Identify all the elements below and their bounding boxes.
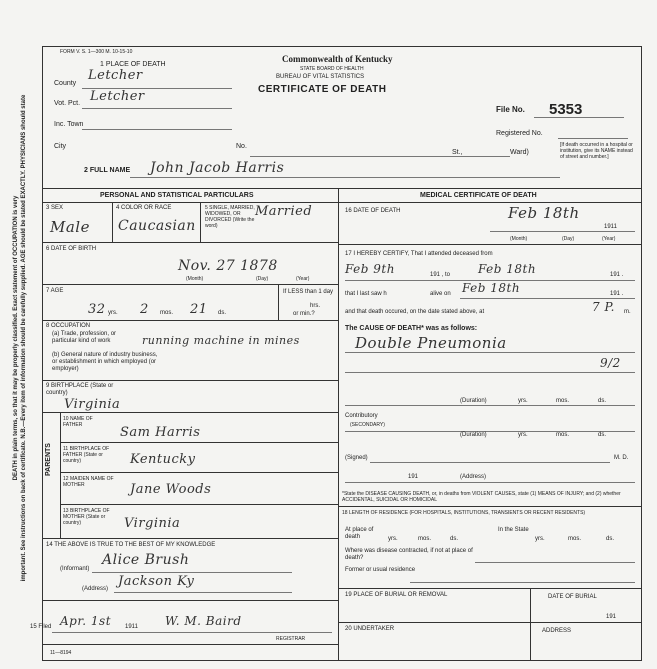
informant-label: (Informant) [60,566,90,572]
min-label: or min.? [293,311,315,317]
duration-label-1: (Duration) [460,398,487,404]
in-state-yrs: yrs. [535,536,545,542]
form-number: FORM V. S. 1—300 M. 10-15-10 [60,49,133,55]
registered-no-label: Registered No. [496,130,543,137]
contributory-label: Contributory [345,413,378,419]
from-value: Feb 9th [345,262,395,276]
age-days-unit: ds. [218,310,227,316]
marital-value: Married [255,204,313,219]
file-no-label: File No. [496,105,525,114]
at-place-ds: ds. [450,536,459,542]
cause-footnote: *State the DISEASE CAUSING DEATH, or, in deaths from VIOLENT CAUSES, state (1) MEANS OF INJURY; and (2) whether ACCIDENTAL, SUICIDAL OR HOMICIDAL [342,491,621,503]
in-state-label: In the State [498,527,529,533]
medical-heading: MEDICAL CERTIFICATE OF DEATH [420,192,537,199]
address-value: Jackson Ky [118,574,195,589]
hrs-label: hrs. [310,303,321,309]
full-name-label: 2 FULL NAME [84,167,131,174]
age-years-unit: yrs. [108,310,118,316]
signed-year: 191 [408,474,419,480]
board: STATE BOARD OF HEALTH [300,66,364,72]
father-birthplace-label: 11 BIRTHPLACE OF FATHER (State or country) [63,446,110,464]
filed-label: 15 Filed [30,624,52,630]
alive-on-value: Feb 18th [462,281,521,295]
former-residence-label: Former or usual residence [345,567,416,573]
burial-label: 19 PLACE OF BURIAL OR REMOVAL [345,592,448,598]
alive-year: 191 . [610,291,624,297]
registrar-label: REGISTRAR [276,636,306,642]
age-years: 32 [88,302,106,317]
father-label: 10 NAME OF FATHER [63,416,93,428]
bureau: BUREAU OF VITAL STATISTICS [276,74,365,80]
age-label: 7 AGE [46,288,64,294]
age-months: 2 [140,302,149,317]
father-birthplace-value: Kentucky [130,452,196,467]
contracted-label: Where was disease contracted, if not at place of death? [345,548,473,561]
parents-label: PARENTS [44,443,52,476]
signed-label: (Signed) [345,455,368,461]
vot-pct-value: Letcher [90,89,145,104]
to-label: 191 , to [430,272,451,278]
top-border [42,46,642,47]
marital-label: 5 SINGLE, MARRIED, WIDOWED, OR DIVORCED (Write the word) [205,205,255,229]
mother-value: Jane Woods [130,482,212,497]
no-label: No. [236,143,247,150]
at-place-label: At place of death [345,527,374,540]
dob-year-unit: (Year) [296,276,310,282]
county-value: Letcher [88,68,143,83]
personal-heading: PERSONAL AND STATISTICAL PARTICULARS [100,192,254,199]
father-value: Sam Harris [120,425,201,440]
vot-pct-label: Vot. Pct. [54,100,81,107]
age-days: 21 [190,302,208,317]
to-value: Feb 18th [478,262,537,276]
fraction-value: 9/2 [600,356,621,370]
page-title: CERTIFICATE OF DEATH [258,84,387,95]
time-suffix: m. [624,309,631,315]
burial-year: 191 [606,614,617,620]
sex-label: 3 SEX [46,205,64,211]
occupation-value: running machine in mines [142,334,300,347]
dod-month-unit: (Month) [510,236,528,242]
age-months-unit: mos. [160,310,174,316]
sex-value: Male [50,218,90,236]
county-label: County [54,80,77,87]
to-year: 191 . [610,272,624,278]
date-of-death-label: 16 DATE OF DEATH [345,208,401,214]
right-border [641,46,642,660]
occurred-label: and that death occured, on the date stated above, at [345,309,485,315]
registrar-value: W. M. Baird [165,614,242,628]
mother-birthplace-value: Virginia [124,516,181,531]
st-label: St., [452,149,463,156]
informant-intro: 14 THE ABOVE IS TRUE TO THE BEST OF MY KNOWLEDGE [46,542,216,548]
left-border [42,46,43,660]
dob-day-unit: (Day) [256,276,269,282]
birthplace-label: 9 BIRTHPLACE (State or country) [46,383,114,396]
occupation-a-label: (a) Trade, profession, or particular kind of work [52,331,117,344]
date-of-death-year: 1911 [604,224,617,230]
cause-label: The CAUSE OF DEATH* was as follows: [345,325,478,332]
commonwealth: Commonwealth of Kentucky [282,54,393,64]
dob-label: 6 DATE OF BIRTH [46,246,97,252]
yrs-label-2: yrs. [518,432,528,438]
ward-label: Ward) [510,149,529,156]
dob-month-unit: (Month) [186,276,204,282]
burial-date-label: DATE OF BURIAL [548,594,597,600]
dob-value: Nov. 27 1878 [178,258,278,274]
date-of-death-value: Feb 18th [508,204,580,222]
address-label: (Address) [82,586,109,592]
certify-label: 17 I HEREBY CERTIFY, That I attended deceased from [345,251,493,257]
filed-year: 1911 [125,624,138,630]
in-state-mos: mos. [568,536,582,542]
mos-label-1: mos. [556,398,570,404]
at-place-mos: mos. [418,536,432,542]
secondary-label: (SECONDARY) [350,422,385,428]
at-place-yrs: yrs. [388,536,398,542]
mother-birthplace-label: 13 BIRTHPLACE OF MOTHER (State or country) [63,508,110,526]
inc-town-label: Inc. Town [54,121,84,128]
side-instructions: DEATH in plain terms, so that it may be properly classified. Exact statement of OCCUPATION is very important. See instructions on back of certificate. N.B.—Every item of information should be carefully supplied. AGE should be stated EXACTLY. PHYSICIANS should state [13,94,27,582]
color-value: Caucasian [118,218,196,234]
bottom-border [42,660,642,661]
occupation-label: 8 OCCUPATION [46,323,91,329]
signed-address-label: (Address) [460,474,487,480]
last-saw-label: that I last saw h [345,291,387,297]
full-name-value: John Jacob Harris [150,160,285,176]
informant-value: Alice Brush [102,552,190,568]
form-bottom-number: 11—8194 [50,650,72,656]
place-of-death-label: 1 PLACE OF DEATH [100,61,166,68]
md-label: M. D. [614,455,629,461]
duration-label-2: (Duration) [460,432,487,438]
occupation-b-label: (b) General nature of industry business, or establishment in which employed (or employer) [52,352,158,372]
birthplace-value: Virginia [64,397,121,412]
mother-label: 12 MAIDEN NAME OF MOTHER [63,476,114,488]
color-label: 4 COLOR OR RACE [116,205,172,211]
time-value: 7 P. [592,300,615,314]
ds-label-1: ds. [598,398,607,404]
in-state-ds: ds. [606,536,615,542]
residence-label: 18 LENGTH OF RESIDENCE (FOR HOSPITALS, INSTITUTIONS, TRANSIENTS OR RECENT RESIDENTS) [342,510,586,516]
undertaker-label: 20 UNDERTAKER [345,626,395,632]
middle-divider [338,188,339,660]
ds-label-2: ds. [598,432,607,438]
filed-value: Apr. 1st [60,614,112,628]
mos-label-2: mos. [556,432,570,438]
cause-value: Double Pneumonia [355,334,507,352]
undertaker-address-label: ADDRESS [542,628,572,634]
alive-on-label: alive on [430,291,451,297]
if-less-label: If LESS than 1 day [283,289,334,295]
file-no-value: 5353 [549,101,583,118]
dod-day-unit: (Day) [562,236,575,242]
hospital-note: [If death occurred in a hospital or institution, give its NAME instead of street and number.] [560,142,633,160]
dod-year-unit: (Year) [602,236,616,242]
yrs-label-1: yrs. [518,398,528,404]
city-label: City [54,143,67,150]
